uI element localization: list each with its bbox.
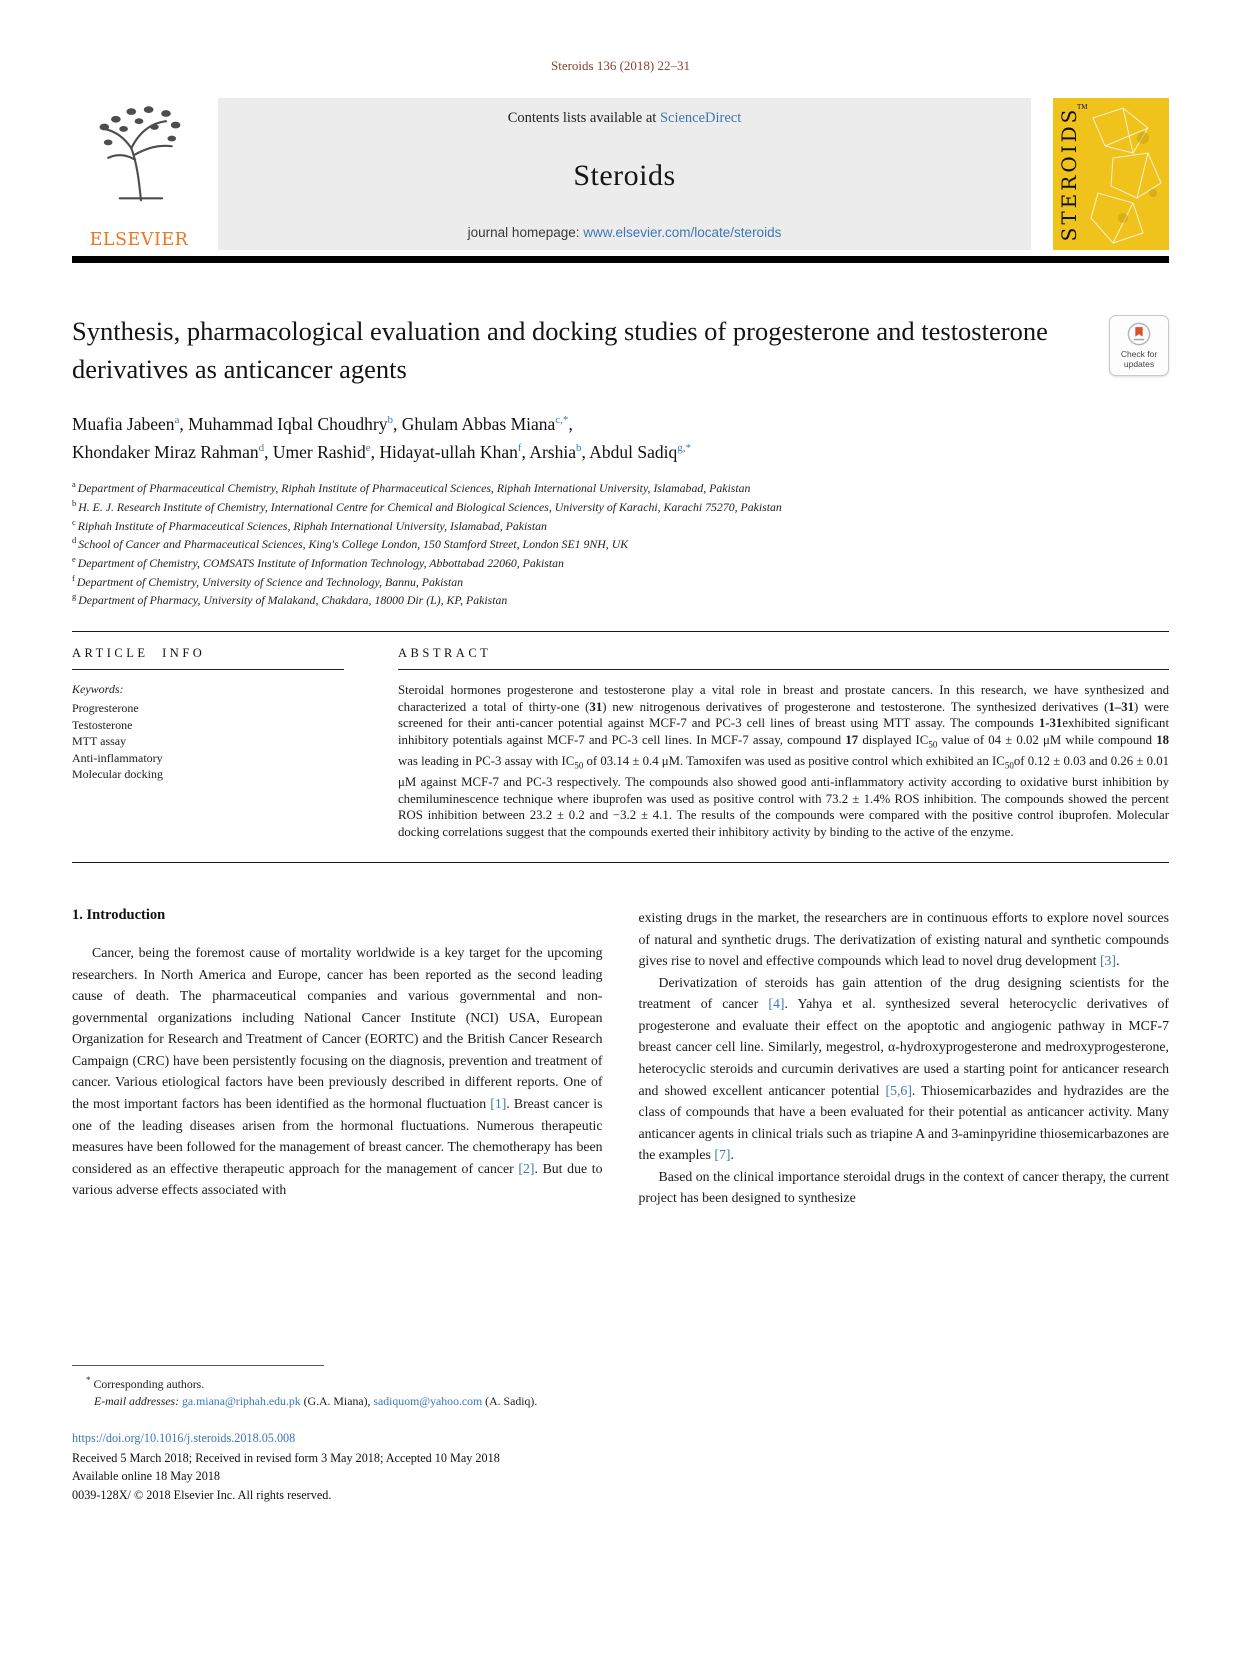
left-column [72, 907, 603, 1208]
journal-info-box [218, 98, 1031, 250]
intro-paragraph: Cancer, being the foremost cause of mortality worldwide is a key target for the upcoming researchers. In North America and Europe, cancer has been reported as the second leading cause of death. The pharmaceutical companies and various governmental and non-governmental organizations including National Cancer Institute (NCI) USA, European Organization for Research and Treatment of Cancer (EORTC) and the British Cancer Research Campaign (CRC) have been persistently focusing on the diagnosis, prevention and treatment of cancer. Various etiological factors have been previously described in different reports. One of the most important factors has been identified as the hormonal fluctuation [1]. Breast cancer is one of the leading diseases arisen from the hormonal fluctuations. Numerous therapeutic measures have been followed for the management of breast cancer. The chemotherapy has been considered as an effective therapeutic approach for the management of cancer [2]. But due to various adverse effects associated with [72, 945, 603, 1198]
heading-rule [72, 669, 344, 670]
email-addresses-line: E-mail addresses: ga.miana@riphah.edu.pk (G.A. Miana), sadiquom@yahoo.com (A. Sadiq). [94, 1394, 538, 1409]
reference-link-5-6[interactable]: [5,6] [885, 1082, 912, 1098]
reference-link-3[interactable]: [3] [1099, 953, 1117, 969]
affiliation: $^g$ Department of Pharmacy, University of Malakand, Chakdara, 18000 Dir (L), KP, Pakistan [72, 591, 508, 608]
article-info-heading: ARTICLE INFO [72, 645, 206, 660]
masthead-divider-bar [72, 256, 1169, 263]
cover-title: STEROIDS [1057, 106, 1081, 242]
sciencedirect-link[interactable]: ScienceDirect [659, 110, 742, 126]
elsevier-tree-icon [89, 100, 189, 206]
keywords-block [72, 682, 344, 783]
check-badge-label: Check for updates [1120, 348, 1158, 370]
affiliation: $^f$ Department of Chemistry, University of Science and Technology, Bannu, Pakistan [72, 572, 464, 589]
keywords-label: Keywords: [72, 681, 124, 696]
journal-homepage-line: journal homepage: www.elsevier.com/locate/steroids [467, 225, 782, 240]
section-divider [72, 862, 1169, 863]
cover-trademark: TM [1077, 103, 1088, 111]
affiliation: $^e$ Department of Chemistry, COMSATS Institute of Information Technology, Abbottabad 22060, Pakistan [72, 553, 564, 570]
author: Hidayat-ullah Khan$^f$, [379, 442, 530, 463]
reference-link-4[interactable]: [4] [768, 996, 785, 1012]
author-list [72, 410, 1169, 466]
doi-line [72, 1429, 1169, 1447]
contents-line: Contents lists available at ScienceDirect [507, 110, 742, 126]
available-online: Available online 18 May 2018 [72, 1469, 221, 1484]
author: Umer Rashid$^e$, [272, 442, 380, 463]
article-info-column [72, 646, 344, 840]
abstract-heading: ABSTRACT [398, 645, 492, 660]
keyword: Anti-inflammatory [72, 750, 163, 765]
affiliation: $^b$ H. E. J. Research Institute of Chemistry, International Centre for Chemical and Biological Sciences, University of Karachi, Karachi 75270, Pakistan [72, 497, 782, 514]
journal-cover-thumbnail [1053, 98, 1169, 250]
heading-rule [398, 669, 1169, 670]
reference-link-1[interactable]: [1] [490, 1096, 507, 1111]
abstract-column [398, 646, 1169, 840]
author: Muafia Jabeen$^a$, [72, 414, 189, 435]
author-affiliation-link[interactable]: f [517, 442, 522, 455]
journal-homepage-link[interactable]: www.elsevier.com/locate/steroids [583, 225, 782, 240]
author-affiliation-link[interactable]: d [258, 442, 265, 455]
email-link-sadiq[interactable]: sadiquom@yahoo.com [373, 1394, 483, 1409]
affiliation: $^a$ Department of Pharmaceutical Chemistry, Riphah Institute of Pharmaceutical Sciences, Riphah International University, Islamabad, Pakistan [72, 479, 751, 496]
reference-link-7[interactable]: [7] [714, 1147, 731, 1163]
intro-paragraph: Based on the clinical importance steroidal drugs in the context of cancer therapy, the current project has been designed to synthesize [638, 1168, 1169, 1206]
affiliation: $^d$ School of Cancer and Pharmaceutical Sciences, King's College London, 150 Stamford Street, London SE1 9NH, UK [72, 535, 629, 552]
doi-link[interactable]: https://doi.org/10.1016/j.steroids.2018.05.008 [72, 1430, 296, 1445]
email-link-miana[interactable]: ga.miana@riphah.edu.pk [182, 1394, 301, 1409]
received-dates: Received 5 March 2018; Received in revised form 3 May 2018; Accepted 10 May 2018 [72, 1451, 500, 1466]
corresponding-authors-note: * Corresponding authors. [86, 1374, 205, 1391]
footnote-rule [72, 1365, 324, 1366]
keyword: MTT assay [72, 734, 127, 749]
introduction-section [72, 907, 1169, 1208]
reference-link-2[interactable]: [2] [518, 1160, 535, 1176]
footer-block [72, 1429, 1169, 1654]
author-affiliation-link[interactable]: b [387, 414, 393, 427]
author-affiliation-link[interactable]: b [575, 442, 582, 455]
article-info-abstract-section [72, 632, 1169, 862]
author: Khondaker Miraz Rahman$^d$, [72, 442, 273, 463]
section-heading-introduction: 1. Introduction [72, 907, 166, 924]
author-affiliation-link[interactable]: c,* [555, 414, 569, 427]
author: Abdul Sadiq$^{g,*}$ [589, 442, 692, 463]
title-row [72, 313, 1169, 388]
author: Muhammad Iqbal Choudhry$^b$, [188, 414, 402, 435]
keyword: Molecular docking [72, 767, 163, 782]
right-column [639, 907, 1170, 1208]
article-title: Synthesis, pharmacological evaluation and docking studies of progesterone and testosterone derivatives as anticancer agents [72, 316, 1048, 384]
journal-citation: Steroids 136 (2018) 22–31 [550, 58, 691, 73]
elsevier-wordmark: ELSEVIER [89, 230, 189, 250]
author: Arshia$^b$, [529, 442, 590, 463]
author-affiliation-link[interactable]: e [365, 442, 371, 455]
affiliations [72, 478, 1169, 609]
author: Ghulam Abbas Miana$^{c,*}$, [401, 414, 573, 435]
journal-title: Steroids [573, 159, 676, 192]
intro-paragraph: existing drugs in the market, the researchers are in continuous efforts to explore novel sources of natural and synthetic drugs. The derivatization of existing natural and synthetic compounds gives rise to novel and effective compounds which lead to novel drug development [3]. [638, 910, 1169, 969]
abstract-text: Steroidal hormones progesterone and testosterone play a vital role in breast and prostate cancers. In this research, we have synthesized and characterized a total of thirty-one (31) new nitrogenous derivatives of progesterone and testosterone. The synthesized derivatives (1–31) were screened for their anti-cancer potential against MCF-7 and PC-3 cell lines of breast using MTT assay. The compounds 1-31exhibited significant inhibitory potentials against MCF-7 and PC-3 cell lines. In MCF-7 assay, compound 17 displayed $IC_{50}$ value of 04 ± 0.02 μM while compound 18 was leading in PC-3 assay with $IC_{50}$ of 03.14 ± 0.4 μM. Tamoxifen was used as positive control which exhibited an $IC_{50}of$ 0.12 ± 0.03 and 0.26 ± 0.01 μM against MCF-7 and PC-3 respectively. The compounds also showed good anti-inflammatory activity according to oxidative burst inhibition by chemiluminescence technique where ibuprofen was used as positive control with 73.2 ± 1.4% ROS inhibition. The compounds showed the percent ROS inhibition between 23.2 ± 0.2 and −3.2 ± 4.1. The results of the compounds were compared with the positive control ibuprofen. Molecular docking correlations suggest that the compounds exerted their inhibitory activity by binding to the active of the enzyme. [398, 682, 1170, 839]
check-for-updates-badge[interactable] [1109, 315, 1169, 376]
author-affiliation-link[interactable]: g,* [677, 442, 692, 455]
crossmark-icon [1127, 322, 1151, 346]
masthead [72, 98, 1169, 250]
copyright-line: 0039-128X/ © 2018 Elsevier Inc. All rights reserved. [72, 1487, 332, 1502]
keyword: Testosterone [72, 717, 133, 732]
affiliation: $^c$ Riphah Institute of Pharmaceutical Sciences, Riphah International University, Islamabad, Pakistan [72, 516, 547, 533]
author-affiliation-link[interactable]: a [174, 414, 180, 427]
intro-paragraph: Derivatization of steroids has gain attention of the drug designing scientists for the treatment of cancer [4]. Yahya et al. synthesized several heterocyclic derivatives of progesterone and evaluate their effect on the apoptotic and angiogenic pathway in MCF-7 breast cancer cell line. Similarly, megestrol, α-hydroxyprogesterone and medroxyprogesterone, heterocyclic steroids and curcumin derivatives are used a starting point for anticancer research and showed excellent anticancer potential [5,6]. Thiosemicarbazides and hydrazides are the class of compounds that have a been evaluated for their potential as anticancer activity. Many anticancer agents in clinical trials such as triapine A and 3-aminpyridine thiosemicarbazones are the examples [7]. [638, 974, 1169, 1163]
keyword: Progresterone [72, 700, 139, 715]
elsevier-logo [72, 98, 218, 250]
footnote-block [72, 1365, 1169, 1411]
